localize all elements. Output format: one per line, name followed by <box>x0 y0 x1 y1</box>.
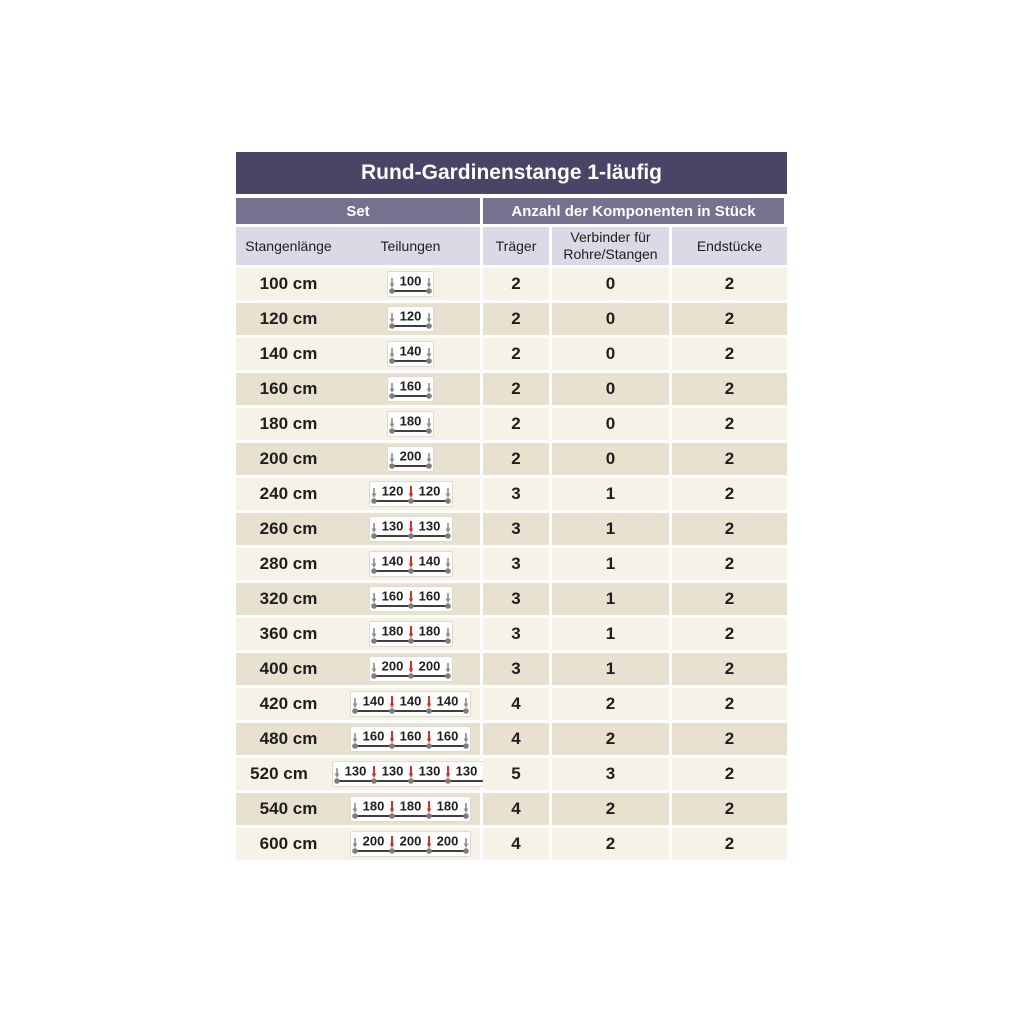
divisions-cell <box>341 586 480 612</box>
verbinder-count: 1 <box>552 653 669 685</box>
group-header-components: Anzahl der Komponenten in Stück <box>483 198 784 224</box>
rod-length-value: 520 cm <box>250 764 308 783</box>
rod-length-value: 200 cm <box>259 449 318 468</box>
traeger-count: 3 <box>483 653 549 685</box>
rod-length-value: 120 cm <box>259 309 318 328</box>
column-header-endstuecke: Endstücke <box>672 227 787 265</box>
divisions-cell <box>341 656 480 682</box>
divisions-cell <box>341 376 480 402</box>
set-cell <box>236 478 480 510</box>
verbinder-count: 0 <box>552 408 669 440</box>
division-diagram <box>387 341 434 367</box>
set-cell <box>236 408 480 440</box>
verbinder-count: 0 <box>552 373 669 405</box>
traeger-count: 2 <box>483 408 549 440</box>
set-cell <box>236 653 480 685</box>
divisions-cell <box>341 446 480 472</box>
verbinder-count: 0 <box>552 338 669 370</box>
endstuecke-count: 2 <box>672 583 787 615</box>
set-cell <box>236 338 480 370</box>
rod-length-value: 100 cm <box>259 274 318 293</box>
set-cell <box>236 443 480 475</box>
svg-text:160: 160 <box>399 378 422 394</box>
division-diagram <box>387 446 434 472</box>
svg-text:180: 180 <box>399 413 422 429</box>
svg-text:140: 140 <box>418 553 440 569</box>
division-diagram <box>332 761 490 787</box>
division-diagram <box>369 551 453 577</box>
traeger-count: 3 <box>483 583 549 615</box>
set-cell <box>236 583 480 615</box>
svg-text:180: 180 <box>399 798 422 814</box>
rod-length-value: 180 cm <box>259 414 318 433</box>
table-row <box>236 548 787 580</box>
rod-division-drawing <box>370 552 452 576</box>
endstuecke-count: 2 <box>672 548 787 580</box>
verbinder-count: 2 <box>552 793 669 825</box>
endstuecke-count: 2 <box>672 408 787 440</box>
rod-length-value: 140 cm <box>259 344 318 363</box>
endstuecke-count: 2 <box>672 618 787 650</box>
table-row <box>236 723 787 755</box>
rod-division-drawing <box>388 377 433 401</box>
rod-division-drawing <box>370 587 452 611</box>
division-diagram <box>350 796 471 822</box>
set-cell <box>236 758 480 790</box>
divisions-cell <box>332 761 490 787</box>
rod-division-drawing <box>370 482 452 506</box>
traeger-count: 2 <box>483 338 549 370</box>
division-diagram <box>369 516 453 542</box>
svg-text:140: 140 <box>399 693 422 709</box>
division-diagram <box>369 586 453 612</box>
table-row <box>236 338 787 370</box>
set-cell <box>236 373 480 405</box>
division-diagram <box>387 376 434 402</box>
rod-division-drawing <box>388 447 433 471</box>
rod-length-value: 160 cm <box>259 379 318 398</box>
verbinder-count: 1 <box>552 548 669 580</box>
svg-text:140: 140 <box>362 693 385 709</box>
svg-text:200: 200 <box>362 833 385 849</box>
division-diagram <box>387 306 434 332</box>
endstuecke-count: 2 <box>672 758 787 790</box>
svg-text:160: 160 <box>362 728 385 744</box>
traeger-count: 2 <box>483 303 549 335</box>
set-cell <box>236 828 480 860</box>
verbinder-count: 1 <box>552 513 669 545</box>
svg-text:130: 130 <box>418 518 440 534</box>
division-diagram <box>387 271 434 297</box>
svg-text:130: 130 <box>381 518 403 534</box>
endstuecke-count: 2 <box>672 268 787 300</box>
table-row <box>236 408 787 440</box>
rod-division-drawing <box>370 657 452 681</box>
svg-text:130: 130 <box>455 763 477 779</box>
rod-length-value: 280 cm <box>259 554 318 573</box>
divisions-cell <box>341 621 480 647</box>
division-diagram <box>387 411 434 437</box>
endstuecke-count: 2 <box>672 828 787 860</box>
svg-text:130: 130 <box>344 763 366 779</box>
svg-text:130: 130 <box>418 763 440 779</box>
group-header-row <box>236 198 787 224</box>
divisions-cell <box>341 551 480 577</box>
set-cell <box>236 303 480 335</box>
rod-length-value: 400 cm <box>259 659 318 678</box>
endstuecke-count: 2 <box>672 723 787 755</box>
divisions-cell <box>341 341 480 367</box>
rod-length-value: 260 cm <box>259 519 318 538</box>
svg-text:200: 200 <box>399 833 422 849</box>
svg-text:160: 160 <box>399 728 422 744</box>
rod-division-drawing <box>388 272 433 296</box>
svg-text:140: 140 <box>399 343 422 359</box>
rod-division-drawing <box>333 762 489 786</box>
table-row <box>236 478 787 510</box>
verbinder-count: 1 <box>552 583 669 615</box>
column-header-verbinder-line1: Verbinder für <box>570 229 651 245</box>
division-diagram <box>369 621 453 647</box>
set-cell <box>236 513 480 545</box>
curtain-rod-spec-table <box>236 152 787 863</box>
divisions-cell <box>341 411 480 437</box>
column-header-verbinder <box>552 227 669 265</box>
traeger-count: 4 <box>483 793 549 825</box>
svg-text:140: 140 <box>381 553 403 569</box>
table-row <box>236 513 787 545</box>
division-diagram <box>369 481 453 507</box>
traeger-count: 2 <box>483 268 549 300</box>
endstuecke-count: 2 <box>672 513 787 545</box>
rod-length-value: 240 cm <box>259 484 318 503</box>
table-row <box>236 373 787 405</box>
rod-division-drawing <box>351 832 470 856</box>
divisions-cell <box>341 691 480 717</box>
column-header-verbinder-line2: Rohre/Stangen <box>563 246 658 262</box>
svg-text:160: 160 <box>418 588 440 604</box>
traeger-count: 3 <box>483 478 549 510</box>
division-diagram <box>350 691 471 717</box>
rod-division-drawing <box>388 307 433 331</box>
traeger-count: 2 <box>483 373 549 405</box>
svg-text:160: 160 <box>436 728 459 744</box>
verbinder-count: 0 <box>552 303 669 335</box>
divisions-cell <box>341 271 480 297</box>
rod-length-value: 600 cm <box>259 834 318 853</box>
svg-text:200: 200 <box>436 833 459 849</box>
verbinder-count: 3 <box>552 758 669 790</box>
rod-division-drawing <box>351 797 470 821</box>
table-row <box>236 303 787 335</box>
column-header-traeger: Träger <box>483 227 549 265</box>
table-title: Rund-Gardinenstange 1-läufig <box>236 152 787 194</box>
svg-text:140: 140 <box>436 693 459 709</box>
column-header-divisions: Teilungen <box>380 237 441 254</box>
table-row <box>236 653 787 685</box>
division-diagram <box>369 656 453 682</box>
svg-text:180: 180 <box>362 798 385 814</box>
group-header-set: Set <box>236 198 480 224</box>
verbinder-count: 0 <box>552 443 669 475</box>
rod-division-drawing <box>388 412 433 436</box>
divisions-cell <box>341 831 480 857</box>
svg-text:160: 160 <box>381 588 403 604</box>
endstuecke-count: 2 <box>672 443 787 475</box>
divisions-cell <box>341 306 480 332</box>
traeger-count: 3 <box>483 513 549 545</box>
svg-text:200: 200 <box>381 658 403 674</box>
verbinder-count: 2 <box>552 723 669 755</box>
verbinder-count: 2 <box>552 688 669 720</box>
svg-text:120: 120 <box>418 483 440 499</box>
rod-division-drawing <box>351 727 470 751</box>
table-row <box>236 793 787 825</box>
traeger-count: 3 <box>483 618 549 650</box>
svg-text:120: 120 <box>381 483 403 499</box>
svg-text:130: 130 <box>381 763 403 779</box>
column-header-length: Stangenlänge <box>245 237 332 254</box>
set-cell <box>236 268 480 300</box>
division-diagram <box>350 831 471 857</box>
rod-length-value: 480 cm <box>259 729 318 748</box>
set-cell <box>236 548 480 580</box>
rod-division-drawing <box>370 517 452 541</box>
set-cell <box>236 618 480 650</box>
endstuecke-count: 2 <box>672 303 787 335</box>
svg-text:100: 100 <box>399 273 422 289</box>
column-header-row <box>236 227 787 265</box>
svg-text:180: 180 <box>418 623 440 639</box>
traeger-count: 4 <box>483 828 549 860</box>
table-row <box>236 583 787 615</box>
rod-length-value: 540 cm <box>259 799 318 818</box>
svg-text:180: 180 <box>381 623 403 639</box>
endstuecke-count: 2 <box>672 478 787 510</box>
table-row <box>236 268 787 300</box>
set-cell <box>236 688 480 720</box>
division-diagram <box>350 726 471 752</box>
endstuecke-count: 2 <box>672 653 787 685</box>
rod-division-drawing <box>388 342 433 366</box>
svg-text:180: 180 <box>436 798 459 814</box>
rod-length-value: 320 cm <box>259 589 318 608</box>
svg-text:120: 120 <box>399 308 422 324</box>
svg-text:200: 200 <box>399 448 422 464</box>
rod-division-drawing <box>370 622 452 646</box>
table-body <box>236 268 787 860</box>
endstuecke-count: 2 <box>672 793 787 825</box>
traeger-count: 4 <box>483 723 549 755</box>
svg-text:200: 200 <box>418 658 440 674</box>
column-header-set-group <box>236 227 480 265</box>
endstuecke-count: 2 <box>672 688 787 720</box>
table-row <box>236 443 787 475</box>
set-cell <box>236 793 480 825</box>
verbinder-count: 0 <box>552 268 669 300</box>
table-row <box>236 688 787 720</box>
divisions-cell <box>341 481 480 507</box>
divisions-cell <box>341 726 480 752</box>
traeger-count: 2 <box>483 443 549 475</box>
traeger-count: 3 <box>483 548 549 580</box>
divisions-cell <box>341 516 480 542</box>
rod-division-drawing <box>351 692 470 716</box>
table-row <box>236 758 787 790</box>
divisions-cell <box>341 796 480 822</box>
traeger-count: 5 <box>483 758 549 790</box>
rod-length-value: 360 cm <box>259 624 318 643</box>
verbinder-count: 1 <box>552 478 669 510</box>
endstuecke-count: 2 <box>672 338 787 370</box>
verbinder-count: 2 <box>552 828 669 860</box>
rod-length-value: 420 cm <box>259 694 318 713</box>
table-row <box>236 618 787 650</box>
set-cell <box>236 723 480 755</box>
traeger-count: 4 <box>483 688 549 720</box>
endstuecke-count: 2 <box>672 373 787 405</box>
verbinder-count: 1 <box>552 618 669 650</box>
table-row <box>236 828 787 860</box>
